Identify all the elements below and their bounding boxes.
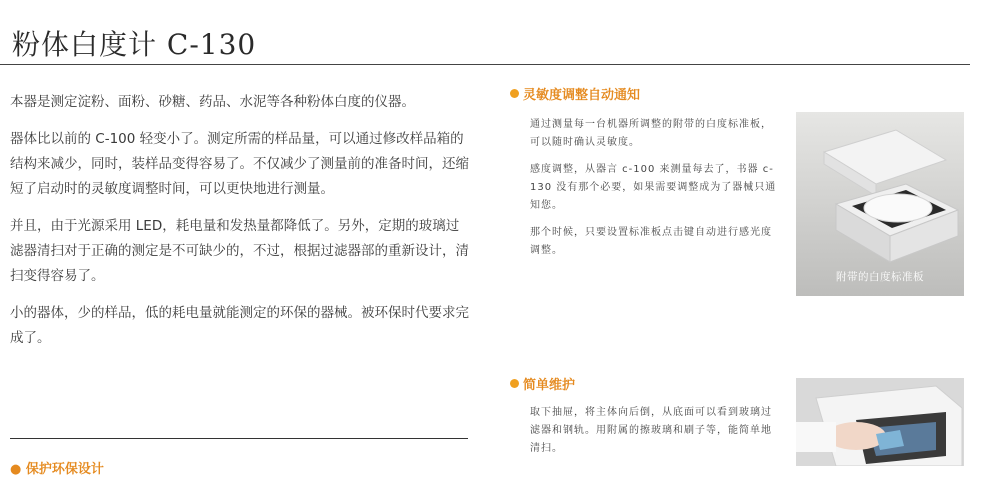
intro-paragraph: 并且，由于光源采用 LED，耗电量和发热量都降低了。另外，定期的玻璃过滤器清扫对于正确的测定是不可缺少的，不过，根据过滤器部的重新设计，清扫变得容易了。 [10, 218, 469, 284]
intro-divider [10, 438, 468, 439]
maintenance-heading-label: 简单维护 [523, 378, 576, 393]
standard-plate-photo [796, 112, 964, 296]
sensitivity-section-heading [510, 84, 640, 103]
orange-dot-icon [510, 89, 519, 98]
intro-paragraph: 本器是测定淀粉、面粉、砂糖、药品、水泥等各种粉体白度的仪器。 [10, 94, 415, 110]
sensitivity-heading-label: 灵敏度调整自动通知 [523, 88, 641, 103]
photo-caption: 附带的白度标准板 [836, 271, 924, 283]
maintenance-section-text [530, 404, 782, 467]
page-title: 粉体白度计 C-130 [12, 27, 257, 61]
title-divider [0, 64, 970, 65]
orange-dot-icon [510, 379, 519, 388]
intro-paragraph: 小的器体，少的样品，低的耗电量就能测定的环保的器械。被环保时代要求完成了。 [10, 305, 469, 346]
section-paragraph: 通过测量每一台机器所调整的附带的白度标准板，可以随时确认灵敏度。 [530, 119, 772, 148]
sensitivity-section-text [530, 116, 782, 269]
section-paragraph: 感度调整，从器言 c-100 来测量每去了，书器 c-130 没有那个必要，如果需要调整成为了器械只通知您。 [530, 164, 777, 211]
section-paragraph: 那个时候，只要设置标准板点击键自动进行感光度调整。 [530, 227, 772, 256]
maintenance-image [796, 378, 964, 466]
maintenance-section-heading [510, 374, 575, 393]
eco-design-heading: ● 保护环保设计 [10, 462, 104, 477]
section-paragraph: 取下抽屉，将主体向后倒，从底面可以看到玻璃过滤器和钢轨。用附属的擦玻璃和刷子等，能简单地清扫。 [530, 407, 772, 454]
maintenance-photo [796, 378, 964, 466]
intro-paragraph: 器体比以前的 C-100 轻变小了。测定所需的样品量，可以通过修改样品箱的结构来减少，同时，装样品变得容易了。不仅减少了测量前的准备时间，还缩短了启动时的灵敏度调整时间，可以更快地进行测量。 [10, 131, 469, 197]
intro-text [10, 90, 472, 363]
